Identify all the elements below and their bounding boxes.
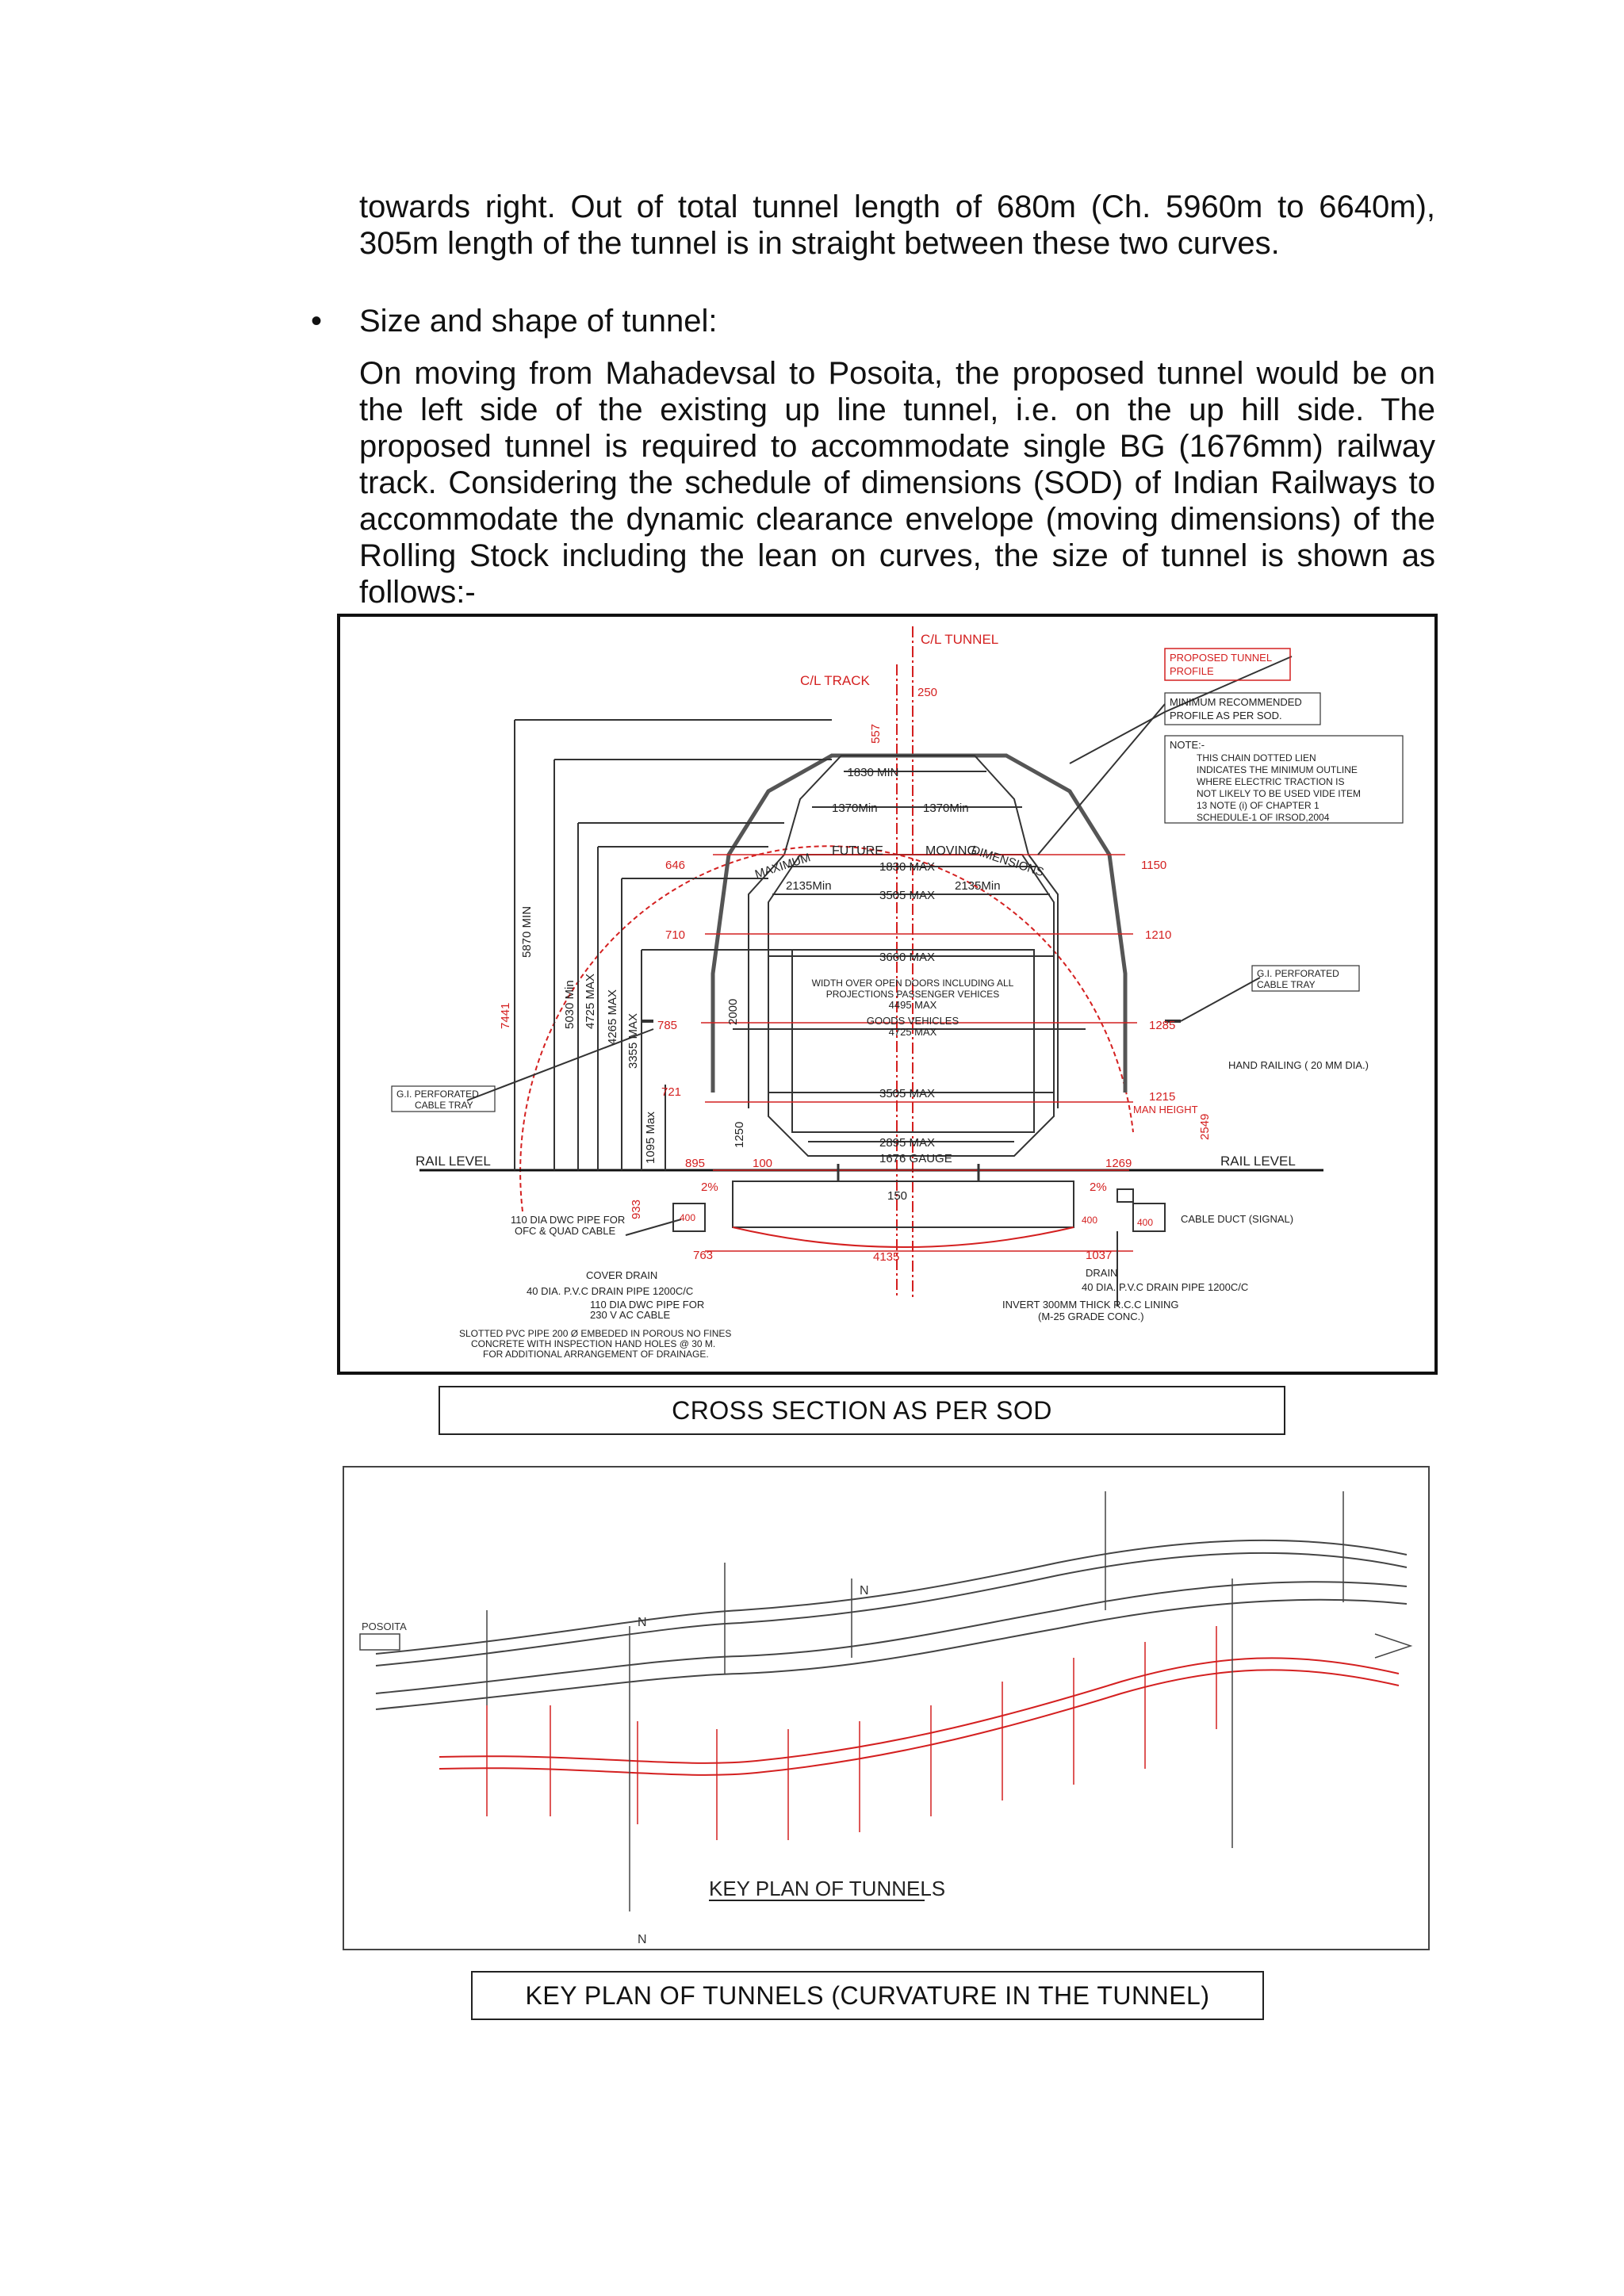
label-933: 933 — [630, 1199, 643, 1219]
label-proposed-profile-2: PROFILE — [1170, 665, 1214, 677]
label-4495-max: 4495 MAX — [888, 999, 937, 1011]
label-cl-track: C/L TRACK — [800, 673, 870, 688]
label-2135-min-left: 2135Min — [786, 879, 832, 893]
paragraph-tunnel-size: On moving from Mahadevsal to Posoita, the proposed tunnel would be on the left side of the existing up line tunnel, i.e. on the up hill side. The proposed tunnel is required to accommodate single BG (1676mm) railway track. Considering the schedule of dimensions (SOD) of Indian Railways to accommodate the dynamic clearance envelope (moving dimensions) of the Rolling Stock including the lean on curves, the size of tunnel is shown as follows:- — [359, 356, 1435, 610]
label-dimensions: DIMENSIONS — [969, 843, 1046, 880]
label-dwc-2: OFC & QUAD CABLE — [515, 1225, 616, 1237]
label-3505-max-top: 3505 MAX — [879, 889, 936, 902]
label-400-right: 400 — [1082, 1215, 1098, 1226]
label-hand-railing: HAND RAILING ( 20 MM DIA.) — [1228, 1059, 1369, 1071]
cross-section-figure — [337, 614, 1438, 1375]
label-1037: 1037 — [1086, 1249, 1113, 1262]
label-north-3: N — [638, 1933, 647, 1946]
label-man-height: MAN HEIGHT — [1133, 1104, 1198, 1115]
label-slotted-1: SLOTTED PVC PIPE 200 Ø EMBEDED IN POROUS NO FINES — [459, 1328, 732, 1339]
label-3355-max: 3355 MAX — [626, 1012, 640, 1069]
label-1370-min-right: 1370Min — [923, 802, 969, 815]
label-100: 100 — [753, 1157, 773, 1170]
label-2000: 2000 — [726, 998, 740, 1025]
label-3505-max-low: 3505 MAX — [879, 1087, 936, 1100]
label-future: FUTURE — [832, 844, 883, 858]
label-4135: 4135 — [873, 1250, 900, 1264]
label-2pct-right: 2% — [1090, 1181, 1107, 1194]
label-1676-gauge: 1676 GAUGE — [879, 1152, 952, 1165]
label-north-2: N — [860, 1584, 869, 1598]
label-gi-tray-left-1: G.I. PERFORATED — [396, 1089, 479, 1100]
label-1269: 1269 — [1105, 1157, 1132, 1170]
label-slotted-3: FOR ADDITIONAL ARRANGEMENT OF DRAINAGE. — [483, 1349, 709, 1360]
label-dwc-1: 110 DIA DWC PIPE FOR — [511, 1214, 626, 1226]
label-763: 763 — [693, 1249, 714, 1262]
label-rail-level-left: RAIL LEVEL — [416, 1154, 491, 1169]
label-cover-drain: COVER DRAIN — [586, 1269, 658, 1281]
label-3660-max: 3660 MAX — [879, 951, 936, 964]
label-pvc-right: 40 DIA. P.V.C DRAIN PIPE 1200C/C — [1082, 1281, 1249, 1293]
label-710: 710 — [665, 928, 686, 942]
label-invert-1: INVERT 300MM THICK R.C.C LINING — [1002, 1299, 1179, 1311]
label-1830-max: 1830 MAX — [879, 860, 936, 874]
label-gi-tray-right-1: G.I. PERFORATED — [1257, 968, 1339, 979]
label-7441: 7441 — [499, 1002, 512, 1029]
label-1215: 1215 — [1149, 1090, 1176, 1104]
label-note-4: NOT LIKELY TO BE USED VIDE ITEM — [1197, 788, 1361, 799]
label-1370-min-left: 1370Min — [832, 802, 878, 815]
label-posoita: POSOITA — [362, 1621, 407, 1632]
label-1210: 1210 — [1145, 928, 1172, 942]
label-note-2: INDICATES THE MINIMUM OUTLINE — [1197, 764, 1358, 775]
bullet-dot: • — [311, 304, 323, 339]
label-drain: DRAIN — [1086, 1267, 1118, 1279]
label-north-1: N — [638, 1616, 647, 1629]
label-646: 646 — [665, 859, 686, 872]
label-maximum: MAXIMUM — [753, 851, 813, 882]
paragraph-curves: towards right. Out of total tunnel length of 680m (Ch. 5960m to 6640m), 305m length of the tunnel is in straight between these two curves. — [359, 189, 1435, 261]
label-proposed-profile-1: PROPOSED TUNNEL — [1170, 652, 1273, 664]
label-rail-level-right: RAIL LEVEL — [1220, 1154, 1296, 1169]
key-plan-title: KEY PLAN OF TUNNELS — [709, 1877, 946, 1900]
label-min-profile-2: PROFILE AS PER SOD. — [1170, 710, 1282, 721]
label-4725-max-vertical: 4725 MAX — [584, 973, 597, 1029]
label-width-1: WIDTH OVER OPEN DOORS INCLUDING ALL — [811, 978, 1014, 989]
label-moving: MOVING — [925, 844, 977, 858]
label-4265-max: 4265 MAX — [606, 989, 619, 1045]
label-4725-max: 4725 MAX — [888, 1026, 937, 1038]
label-250: 250 — [917, 686, 938, 699]
label-pvc-left: 40 DIA. P.V.C DRAIN PIPE 1200C/C — [527, 1285, 694, 1297]
label-note-title: NOTE:- — [1170, 739, 1205, 751]
label-1250: 1250 — [733, 1121, 746, 1148]
label-557: 557 — [869, 723, 883, 744]
label-400-left: 400 — [680, 1212, 696, 1223]
label-1285: 1285 — [1149, 1019, 1176, 1032]
label-slotted-2: CONCRETE WITH INSPECTION HAND HOLES @ 30 M. — [471, 1338, 716, 1349]
label-cable-duct: CABLE DUCT (SIGNAL) — [1181, 1213, 1294, 1225]
label-goods: GOODS VEHICLES — [866, 1015, 959, 1027]
label-2pct-left: 2% — [701, 1181, 718, 1194]
label-gi-tray-right-2: CABLE TRAY — [1257, 979, 1316, 990]
label-dwc-ac-2: 230 V AC CABLE — [590, 1309, 671, 1321]
label-150: 150 — [887, 1189, 908, 1203]
label-5030-min: 5030 Min — [563, 980, 576, 1029]
label-400-right-2: 400 — [1137, 1217, 1154, 1228]
cross-section-drawing — [340, 617, 1434, 1372]
cross-section-caption: CROSS SECTION AS PER SOD — [439, 1386, 1285, 1435]
key-plan-caption: KEY PLAN OF TUNNELS (CURVATURE IN THE TUNNEL) — [471, 1971, 1264, 2020]
label-invert-2: (M-25 GRADE CONC.) — [1038, 1311, 1144, 1322]
label-min-profile-1: MINIMUM RECOMMENDED — [1170, 696, 1302, 708]
label-width-2: PROJECTIONS PASSENGER VEHICES — [825, 989, 1000, 1000]
label-895: 895 — [685, 1157, 706, 1170]
label-721: 721 — [661, 1085, 682, 1099]
label-note-3: WHERE ELECTRIC TRACTION IS — [1197, 776, 1345, 787]
label-1150: 1150 — [1141, 859, 1167, 872]
label-gi-tray-left-2: CABLE TRAY — [415, 1100, 473, 1111]
label-2895-max: 2895 MAX — [879, 1136, 936, 1150]
key-plan-drawing — [344, 1468, 1428, 1949]
label-note-6: SCHEDULE-1 OF IRSOD,2004 — [1197, 812, 1330, 823]
label-1095-max: 1095 Max — [644, 1112, 657, 1164]
label-1830-min: 1830 MIN — [847, 766, 899, 779]
label-dwc-ac-1: 110 DIA DWC PIPE FOR — [590, 1299, 705, 1311]
key-plan-figure — [343, 1466, 1430, 1950]
label-note-5: 13 NOTE (i) OF CHAPTER 1 — [1197, 800, 1320, 811]
bullet-heading: Size and shape of tunnel: — [359, 304, 718, 339]
label-2549: 2549 — [1198, 1113, 1212, 1140]
label-note-1: THIS CHAIN DOTTED LIEN — [1197, 752, 1316, 763]
label-cl-tunnel: C/L TUNNEL — [921, 632, 999, 647]
label-785: 785 — [657, 1019, 678, 1032]
label-5870-min: 5870 MIN — [520, 905, 534, 958]
label-2135-min-right: 2135Min — [955, 879, 1001, 893]
